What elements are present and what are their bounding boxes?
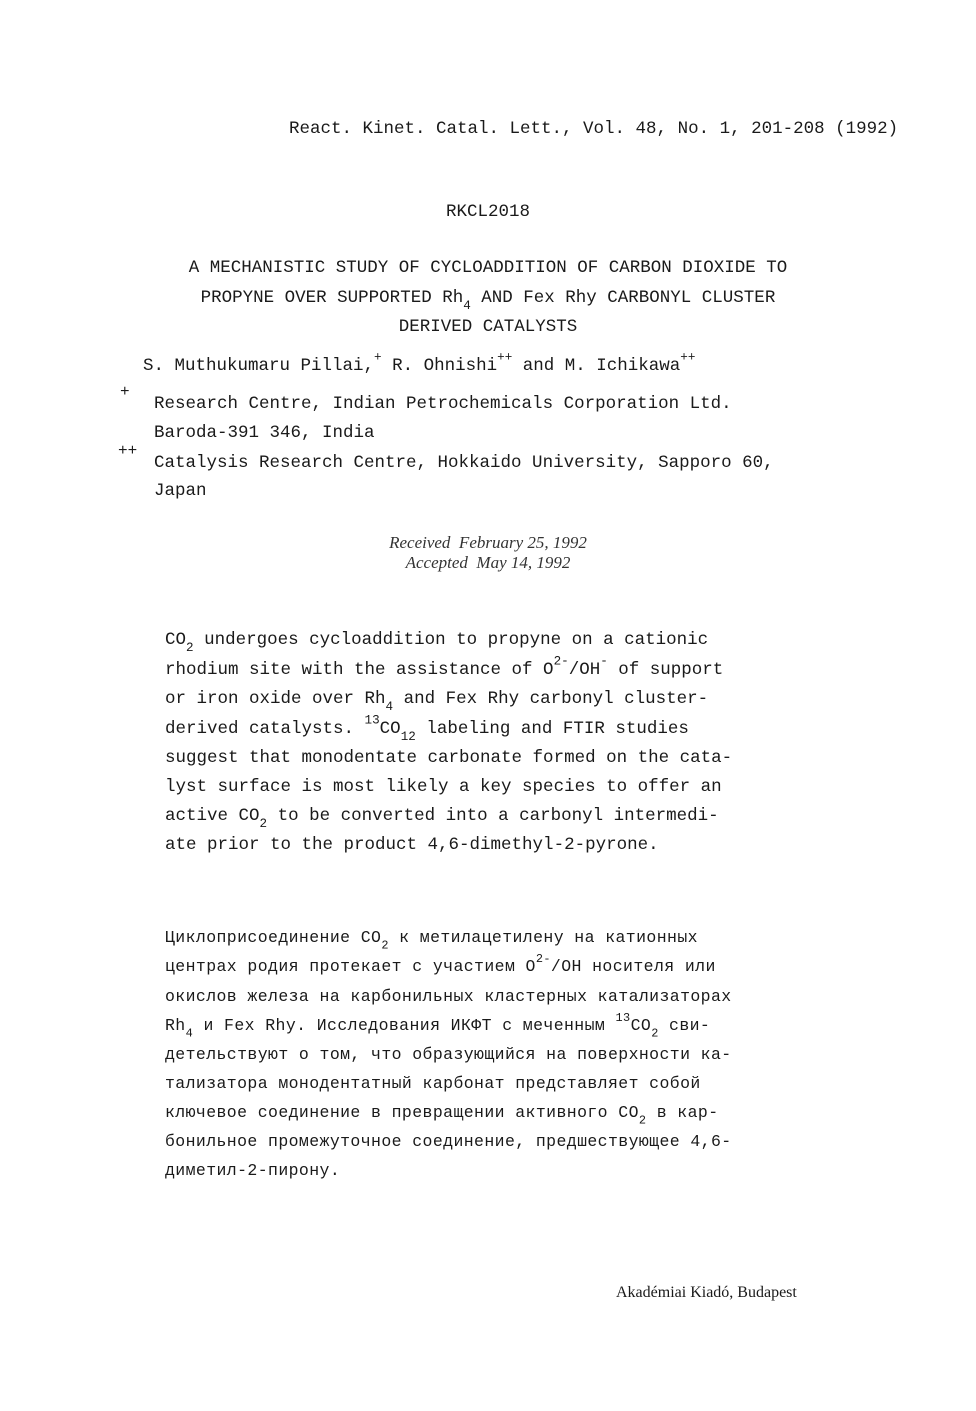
- authors: S. Muthukumaru Pillai,+ R. Ohnishi++ and M. Ichikawa++: [143, 350, 696, 376]
- accepted-date: Accepted May 14, 1992: [405, 553, 571, 572]
- abstract-ru-line: диметил-2-пирону.: [165, 1161, 341, 1180]
- affiliation-mark-1: +: [120, 383, 130, 401]
- abstract-ru-line: детельствуют о том, что образующийся на поверхности ка-: [165, 1045, 732, 1064]
- abstract-en-line: derived catalysts. $^{13}CO_{12}$ labeling and FTIR studies: [165, 713, 689, 744]
- affiliation-mark-2: ++: [118, 442, 138, 460]
- abstract-en-line: lyst surface is most likely a key species to offer an: [165, 777, 722, 797]
- abstract-ru-line: Циклоприсоединение $CO_2$ к метилацетилену на катионных: [165, 928, 698, 953]
- abstract-en-line: ate prior to the product 4,6-dimethyl-2-pyrone.: [165, 835, 659, 855]
- journal-citation: React. Kinet. Catal. Lett., Vol. 48, No. 1, 201-208 (1992): [289, 119, 899, 139]
- abstract-ru-line: окислов железа на карбонильных кластерных катализаторах: [165, 987, 732, 1006]
- abstract-ru-line: центрах родия протекает с участием $O^{2-}/OH$ носителя или: [165, 952, 716, 976]
- abstract-ru-line: бонильное промежуточное соединение, предшествующее 4,6-: [165, 1132, 732, 1151]
- abstract-en-line: or iron oxide over $Rh_4$ and Fex Rhy carbonyl cluster-: [165, 689, 709, 714]
- article-code: RKCL2018: [445, 202, 530, 222]
- affiliation-2-line-1: Catalysis Research Centre, Hokkaido University, Sapporo 60,: [154, 453, 774, 473]
- abstract-en-line: active $CO_2$ to be converted into a carbonyl intermedi-: [165, 806, 719, 831]
- affiliation-2-line-2: Japan: [154, 481, 207, 501]
- title-line-3: DERIVED CATALYSTS: [398, 317, 578, 337]
- abstract-en-line: suggest that monodentate carbonate formed on the cata-: [165, 748, 733, 768]
- abstract-ru-line: тализатора монодентатный карбонат представляет собой: [165, 1074, 701, 1093]
- title-line-1: A MECHANISTIC STUDY OF CYCLOADDITION OF CARBON DIOXIDE TO: [188, 258, 788, 278]
- received-date: Received February 25, 1992: [389, 533, 587, 552]
- title-line-2: PROPYNE OVER SUPPORTED $Rh_4$ AND Fex Rhy CARBONYL CLUSTER: [200, 288, 776, 313]
- affiliation-1-line-2: Baroda-391 346, India: [154, 423, 375, 443]
- abstract-en-line: $CO_2$ undergoes cycloaddition to propyne on a cationic: [165, 630, 709, 655]
- abstract-en-line: rhodium site with the assistance of $O^{2-}/OH^-$ of support: [165, 654, 724, 680]
- publisher: Akadémiai Kiadó, Budapest: [616, 1284, 797, 1301]
- abstract-ru-line: ключевое соединение в превращении активного $CO_2$ в кар-: [165, 1103, 719, 1128]
- abstract-ru-line: $Rh_4$ и Fex Rhy. Исследования ИКФТ с меченным $^{13}CO_2$ сви-: [165, 1011, 711, 1041]
- affiliation-1-line-1: Research Centre, Indian Petrochemicals Corporation Ltd.: [154, 394, 732, 414]
